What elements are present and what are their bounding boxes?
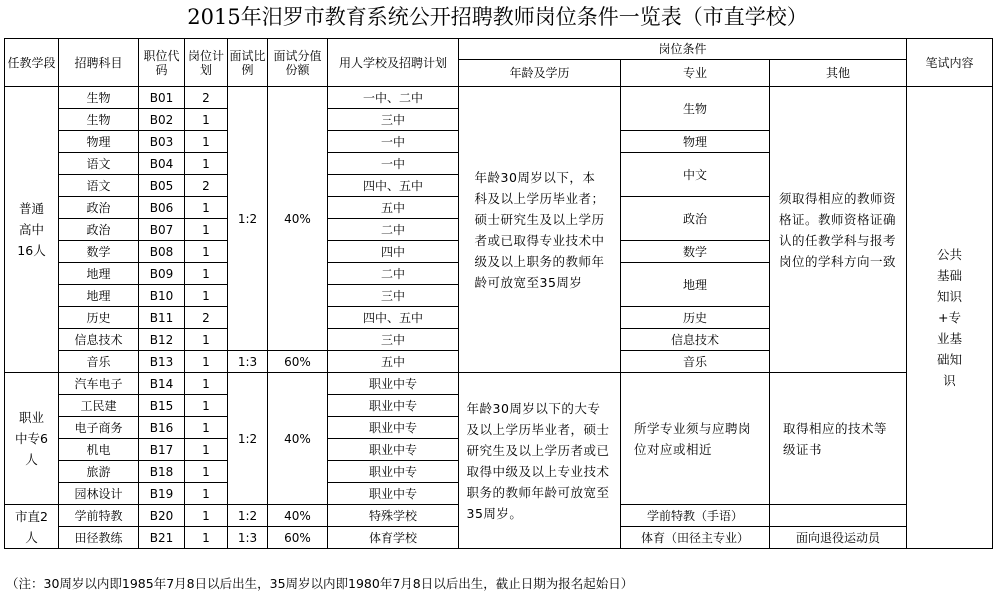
subject-cell: 汽车电子 <box>59 373 139 395</box>
school-cell: 三中 <box>328 285 459 307</box>
subject-cell: 园林设计 <box>59 483 139 505</box>
header-score: 面试分值份额 <box>268 39 328 87</box>
other-cell: 面向退役运动员 <box>770 527 907 549</box>
stage-cell-vocational: 职业中专6人 <box>5 373 59 505</box>
header-row-1 <box>5 39 993 60</box>
plan-cell: 1 <box>185 153 228 175</box>
code-cell: B17 <box>139 439 185 461</box>
subject-cell: 机电 <box>59 439 139 461</box>
subject-cell: 语文 <box>59 153 139 175</box>
major-cell: 学前特教（手语） <box>621 505 770 527</box>
code-cell: B11 <box>139 307 185 329</box>
school-cell: 职业中专 <box>328 395 459 417</box>
code-cell: B16 <box>139 417 185 439</box>
school-cell: 一中 <box>328 131 459 153</box>
table-row <box>5 373 993 395</box>
major-cell: 数学 <box>621 241 770 263</box>
plan-cell: 1 <box>185 505 228 527</box>
header-subject: 招聘科目 <box>59 39 139 87</box>
school-cell: 三中 <box>328 109 459 131</box>
code-cell: B13 <box>139 351 185 373</box>
plan-cell: 1 <box>185 461 228 483</box>
major-cell: 地理 <box>621 263 770 307</box>
school-cell: 职业中专 <box>328 373 459 395</box>
plan-cell: 1 <box>185 109 228 131</box>
code-cell: B19 <box>139 483 185 505</box>
plan-cell: 2 <box>185 87 228 109</box>
code-cell: B14 <box>139 373 185 395</box>
plan-cell: 1 <box>185 241 228 263</box>
subject-cell: 生物 <box>59 109 139 131</box>
header-other: 其他 <box>770 60 907 87</box>
plan-cell: 2 <box>185 307 228 329</box>
subject-cell: 电子商务 <box>59 417 139 439</box>
stage-cell-high-school: 普通高中16人 <box>5 87 59 373</box>
major-cell: 中文 <box>621 153 770 197</box>
major-cell: 政治 <box>621 197 770 241</box>
school-cell: 四中、五中 <box>328 175 459 197</box>
school-cell: 特殊学校 <box>328 505 459 527</box>
school-cell: 职业中专 <box>328 483 459 505</box>
school-cell: 五中 <box>328 351 459 373</box>
school-cell: 二中 <box>328 263 459 285</box>
age-edu-cell-vocational: 年龄30周岁以下的大专及以上学历毕业者，硕士研究生及以上学历者或已取得中级及以上专业技术职务的教师年龄可放宽至35周岁。 <box>459 373 621 549</box>
subject-cell: 政治 <box>59 219 139 241</box>
major-cell: 信息技术 <box>621 329 770 351</box>
code-cell: B05 <box>139 175 185 197</box>
page-title: 2015年汨罗市教育系统公开招聘教师岗位条件一览表（市直学校） <box>187 5 808 29</box>
ratio-cell: 1:2 <box>228 373 268 505</box>
plan-cell: 1 <box>185 351 228 373</box>
subject-cell: 地理 <box>59 285 139 307</box>
exam-cell: 公共基础知识+专业基础知识 <box>907 87 993 549</box>
major-cell: 体育（田径主专业） <box>621 527 770 549</box>
header-age-edu: 年龄及学历 <box>459 60 621 87</box>
school-cell: 二中 <box>328 219 459 241</box>
code-cell: B03 <box>139 131 185 153</box>
ratio-cell: 1:2 <box>228 505 268 527</box>
score-cell: 40% <box>268 373 328 505</box>
code-cell: B06 <box>139 197 185 219</box>
other-cell <box>770 505 907 527</box>
header-ratio: 面试比例 <box>228 39 268 87</box>
subject-cell: 田径教练 <box>59 527 139 549</box>
ratio-cell: 1:2 <box>228 87 268 351</box>
subject-cell: 信息技术 <box>59 329 139 351</box>
major-cell: 历史 <box>621 307 770 329</box>
school-cell: 四中 <box>328 241 459 263</box>
code-cell: B12 <box>139 329 185 351</box>
major-cell: 物理 <box>621 131 770 153</box>
subject-cell: 生物 <box>59 87 139 109</box>
plan-cell: 1 <box>185 263 228 285</box>
major-cell: 音乐 <box>621 351 770 373</box>
plan-cell: 1 <box>185 417 228 439</box>
school-cell: 职业中专 <box>328 417 459 439</box>
plan-cell: 1 <box>185 131 228 153</box>
stage-cell-city: 市直2人 <box>5 505 59 549</box>
subject-cell: 物理 <box>59 131 139 153</box>
code-cell: B02 <box>139 109 185 131</box>
school-cell: 五中 <box>328 197 459 219</box>
ratio-cell: 1:3 <box>228 527 268 549</box>
school-cell: 职业中专 <box>328 461 459 483</box>
school-cell: 一中、二中 <box>328 87 459 109</box>
school-cell: 三中 <box>328 329 459 351</box>
plan-cell: 1 <box>185 285 228 307</box>
school-cell: 四中、五中 <box>328 307 459 329</box>
school-cell: 职业中专 <box>328 439 459 461</box>
subject-cell: 旅游 <box>59 461 139 483</box>
score-cell: 60% <box>268 351 328 373</box>
code-cell: B18 <box>139 461 185 483</box>
school-cell: 一中 <box>328 153 459 175</box>
code-cell: B10 <box>139 285 185 307</box>
plan-cell: 1 <box>185 219 228 241</box>
header-code: 职位代码 <box>139 39 185 87</box>
header-major: 专业 <box>621 60 770 87</box>
plan-cell: 1 <box>185 527 228 549</box>
plan-cell: 1 <box>185 329 228 351</box>
subject-cell: 历史 <box>59 307 139 329</box>
plan-cell: 1 <box>185 373 228 395</box>
header-school: 用人学校及招聘计划 <box>328 39 459 87</box>
ratio-cell: 1:3 <box>228 351 268 373</box>
score-cell: 60% <box>268 527 328 549</box>
major-cell: 生物 <box>621 87 770 131</box>
code-cell: B20 <box>139 505 185 527</box>
plan-cell: 1 <box>185 395 228 417</box>
subject-cell: 音乐 <box>59 351 139 373</box>
code-cell: B07 <box>139 219 185 241</box>
major-cell-vocational: 所学专业须与应聘岗位对应或相近 <box>621 373 770 505</box>
code-cell: B09 <box>139 263 185 285</box>
subject-cell: 学前特教 <box>59 505 139 527</box>
code-cell: B01 <box>139 87 185 109</box>
job-conditions-table <box>4 38 993 549</box>
other-cell-vocational: 取得相应的技术等级证书 <box>770 373 907 505</box>
plan-cell: 1 <box>185 483 228 505</box>
header-exam: 笔试内容 <box>907 39 993 87</box>
subject-cell: 语文 <box>59 175 139 197</box>
subject-cell: 地理 <box>59 263 139 285</box>
header-plan: 岗位计划 <box>185 39 228 87</box>
other-cell-high-school: 须取得相应的教师资格证。教师资格证确认的任教学科与报考岗位的学科方向一致 <box>770 87 907 373</box>
code-cell: B04 <box>139 153 185 175</box>
plan-cell: 2 <box>185 175 228 197</box>
score-cell: 40% <box>268 87 328 351</box>
school-cell: 体育学校 <box>328 527 459 549</box>
code-cell: B21 <box>139 527 185 549</box>
footnote: （注：30周岁以内即1985年7月8日以后出生，35周岁以内即1980年7月8日以后出生，截止日期为报名起始日） <box>6 576 634 591</box>
plan-cell: 1 <box>185 197 228 219</box>
score-cell: 40% <box>268 505 328 527</box>
age-edu-cell-high-school: 年龄30周岁以下，本科及以上学历毕业者；硕士研究生及以上学历者或已取得专业技术中级及以上职务的教师年龄可放宽至35周岁 <box>459 87 621 373</box>
code-cell: B15 <box>139 395 185 417</box>
header-conditions: 岗位条件 <box>459 39 907 60</box>
subject-cell: 工民建 <box>59 395 139 417</box>
code-cell: B08 <box>139 241 185 263</box>
plan-cell: 1 <box>185 439 228 461</box>
header-stage: 任教学段 <box>5 39 59 87</box>
subject-cell: 数学 <box>59 241 139 263</box>
table-row <box>5 87 993 109</box>
subject-cell: 政治 <box>59 197 139 219</box>
